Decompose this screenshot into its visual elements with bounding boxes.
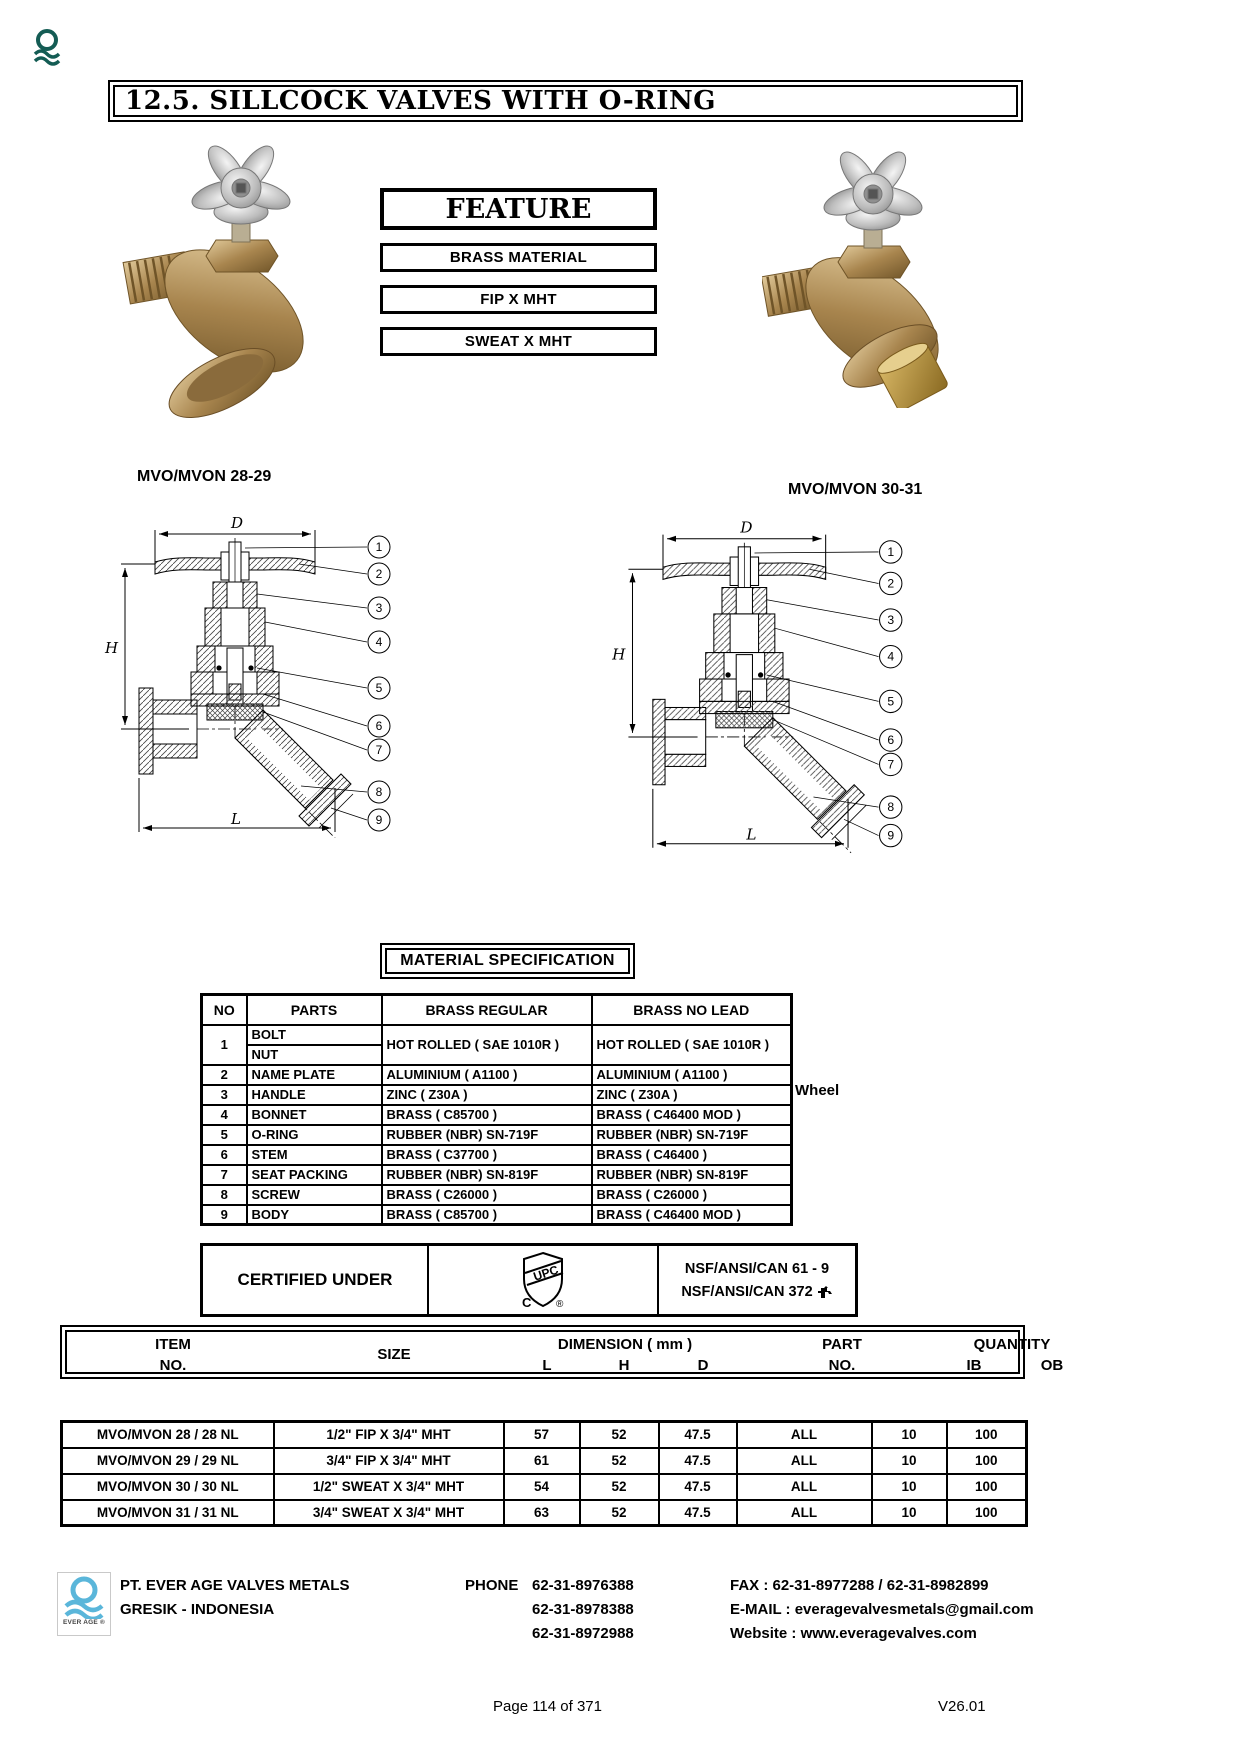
- cell-regular: RUBBER (NBR) SN-819F: [382, 1165, 592, 1185]
- callout-4: 4: [887, 649, 895, 664]
- cell-no-lead: BRASS ( C46400 MOD ): [592, 1105, 792, 1125]
- corner-logo: [33, 28, 61, 66]
- dim-label-l: L: [746, 825, 757, 844]
- table-row: [62, 1422, 1027, 1448]
- col-part-no: NO.: [828, 1357, 856, 1374]
- col-header-no: NO: [202, 995, 247, 1025]
- cell-no: 6: [202, 1145, 247, 1165]
- version-label: V26.01: [938, 1698, 986, 1715]
- cell-ib: 10: [872, 1448, 947, 1474]
- cell-no: 3: [202, 1085, 247, 1105]
- callout-6: 6: [887, 733, 895, 748]
- cell-ib: 10: [872, 1422, 947, 1448]
- cell-ob: 100: [947, 1448, 1027, 1474]
- callout-2: 2: [887, 576, 895, 591]
- upc-reg-text: ®: [556, 1299, 564, 1309]
- col-header-brass-no-lead: BRASS NO LEAD: [592, 995, 792, 1025]
- table-row: [202, 1105, 792, 1125]
- col-item-no: NO.: [159, 1357, 187, 1374]
- callout-1: 1: [375, 540, 383, 554]
- cell-regular: ALUMINIUM ( A1100 ): [382, 1065, 592, 1085]
- cell-no-lead: ZINC ( Z30A ): [592, 1085, 792, 1105]
- certification-standards: [659, 1246, 855, 1314]
- cell-d: 47.5: [659, 1474, 737, 1500]
- cell-ob: 100: [947, 1422, 1027, 1448]
- cell-size: 1/2" FIP X 3/4" MHT: [274, 1422, 504, 1448]
- col-l: L: [542, 1357, 552, 1374]
- cell-size: 1/2" SWEAT X 3/4" MHT: [274, 1474, 504, 1500]
- website-line: Website : www.everagevalves.com: [730, 1625, 977, 1642]
- cell-regular: ZINC ( Z30A ): [382, 1085, 592, 1105]
- cell-part: SCREW: [247, 1185, 382, 1205]
- cell-no: 9: [202, 1205, 247, 1225]
- phone-number-3: 62-31-8972988: [532, 1625, 634, 1642]
- table-row: [202, 1145, 792, 1165]
- cell-l: 57: [504, 1422, 580, 1448]
- dim-label-d: D: [231, 514, 244, 532]
- callout-6: 6: [375, 719, 383, 733]
- technical-diagram-right: [602, 502, 907, 854]
- cell-no-lead: RUBBER (NBR) SN-719F: [592, 1125, 792, 1145]
- cell-d: 47.5: [659, 1422, 737, 1448]
- cell-l: 54: [504, 1474, 580, 1500]
- material-spec-table: [200, 993, 793, 1226]
- cell-no-lead: BRASS ( C46400 ): [592, 1145, 792, 1165]
- company-logo: [57, 1572, 111, 1636]
- faucet-icon: [817, 1285, 833, 1299]
- product-photo-left: [122, 136, 347, 431]
- table-row: [202, 1025, 792, 1045]
- phone-label: PHONE: [465, 1577, 519, 1594]
- cell-part: HANDLE: [247, 1085, 382, 1105]
- table-row: [202, 1125, 792, 1145]
- cell-l: 63: [504, 1500, 580, 1526]
- phone-number-2: 62-31-8978388: [532, 1601, 634, 1618]
- cell-part: BONNET: [247, 1105, 382, 1125]
- cell-h: 52: [580, 1422, 659, 1448]
- cell-size: 3/4" FIP X 3/4" MHT: [274, 1448, 504, 1474]
- cell-ib: 10: [872, 1474, 947, 1500]
- cell-no-lead: BRASS ( C26000 ): [592, 1185, 792, 1205]
- table-row: [202, 1065, 792, 1085]
- col-item: ITEM: [155, 1336, 191, 1353]
- material-spec-title: MATERIAL SPECIFICATION: [385, 948, 630, 974]
- callout-5: 5: [887, 694, 895, 709]
- feature-item-brass-material: [380, 243, 657, 272]
- callout-3: 3: [887, 613, 895, 628]
- callout-7: 7: [375, 743, 383, 757]
- cell-d: 47.5: [659, 1500, 737, 1526]
- cell-part: ALL: [737, 1422, 872, 1448]
- cell-no-lead: BRASS ( C46400 MOD ): [592, 1205, 792, 1225]
- cell-regular: RUBBER (NBR) SN-719F: [382, 1125, 592, 1145]
- cell-item: MVO/MVON 30 / 30 NL: [62, 1474, 274, 1500]
- table-row: [202, 1185, 792, 1205]
- model-label-right: MVO/MVON 30-31: [788, 481, 923, 498]
- cell-part: ALL: [737, 1474, 872, 1500]
- feature-item-label: BRASS MATERIAL: [449, 249, 588, 266]
- page-title: 12.5. SILLCOCK VALVES WITH O-RING: [113, 85, 1018, 117]
- model-label-left: MVO/MVON 28-29: [137, 468, 272, 485]
- upc-c-text: C: [522, 1295, 532, 1309]
- col-ib: IB: [966, 1357, 982, 1374]
- upc-band-text: UPC: [531, 1262, 561, 1284]
- col-header-brass-regular: BRASS REGULAR: [382, 995, 592, 1025]
- col-d: D: [697, 1357, 709, 1374]
- cell-regular: BRASS ( C37700 ): [382, 1145, 592, 1165]
- col-h: H: [618, 1357, 630, 1374]
- logo-caption: EVER AGE ®: [63, 1619, 105, 1626]
- page-number: Page 114 of 371: [493, 1698, 602, 1715]
- table-row: [202, 1165, 792, 1185]
- cell-h: 52: [580, 1474, 659, 1500]
- dimension-table-header: [60, 1325, 1064, 1379]
- cell-ob: 100: [947, 1500, 1027, 1526]
- feature-item-sweat-mht: [380, 327, 657, 356]
- dim-label-h: H: [105, 639, 119, 657]
- callout-3: 3: [375, 601, 383, 615]
- cell-no: 2: [202, 1065, 247, 1085]
- phone-number-1: 62-31-8976388: [532, 1577, 634, 1594]
- feature-item-label: FIP X MHT: [480, 291, 557, 308]
- cell-regular: BRASS ( C26000 ): [382, 1185, 592, 1205]
- cell-part: ALL: [737, 1500, 872, 1526]
- col-dimension: DIMENSION ( mm ): [557, 1336, 693, 1353]
- cell-no: 8: [202, 1185, 247, 1205]
- table-header-row: [202, 995, 792, 1025]
- callout-1: 1: [887, 545, 895, 559]
- cell-d: 47.5: [659, 1448, 737, 1474]
- cell-size: 3/4" SWEAT X 3/4" MHT: [274, 1500, 504, 1526]
- table-row: [202, 1205, 792, 1225]
- table-row: [202, 1085, 792, 1105]
- feature-item-fip-mht: [380, 285, 657, 314]
- col-ob: OB: [1040, 1357, 1064, 1374]
- cell-regular: BRASS ( C85700 ): [382, 1105, 592, 1125]
- dim-label-l: L: [231, 810, 241, 828]
- cell-no: 1: [202, 1025, 247, 1065]
- cell-part: O-RING: [247, 1125, 382, 1145]
- cell-h: 52: [580, 1500, 659, 1526]
- table-row: [62, 1474, 1027, 1500]
- handle-annotation: Wheel: [795, 1082, 840, 1099]
- cell-no-lead: HOT ROLLED ( SAE 1010R ): [592, 1025, 792, 1065]
- cell-item: MVO/MVON 29 / 29 NL: [62, 1448, 274, 1474]
- cell-part: SEAT PACKING: [247, 1165, 382, 1185]
- feature-title-box: [380, 188, 657, 230]
- col-size: SIZE: [377, 1346, 411, 1363]
- cell-no-lead: RUBBER (NBR) SN-819F: [592, 1165, 792, 1185]
- table-row: [62, 1500, 1027, 1526]
- product-photo-right: [762, 138, 972, 408]
- fax-line: FAX : 62-31-8977288 / 62-31-8982899: [730, 1577, 989, 1594]
- cell-regular: BRASS ( C85700 ): [382, 1205, 592, 1225]
- callout-8: 8: [887, 800, 895, 815]
- callout-4: 4: [375, 635, 383, 649]
- callout-2: 2: [375, 567, 383, 581]
- email-line: E-MAIL : everagevalvesmetals@gmail.com: [730, 1601, 1034, 1618]
- cell-no-lead: ALUMINIUM ( A1100 ): [592, 1065, 792, 1085]
- nsf-line-1: NSF/ANSI/CAN 61 - 9: [684, 1260, 830, 1277]
- cell-h: 52: [580, 1448, 659, 1474]
- company-name: PT. EVER AGE VALVES METALS: [120, 1577, 350, 1594]
- cell-item: MVO/MVON 31 / 31 NL: [62, 1500, 274, 1526]
- cell-part: BOLT: [247, 1025, 382, 1045]
- callout-5: 5: [375, 681, 383, 695]
- page-title-box: [108, 80, 1023, 122]
- dimension-data-table: [60, 1420, 1028, 1527]
- cell-ib: 10: [872, 1500, 947, 1526]
- callout-8: 8: [375, 785, 383, 799]
- col-part: PART: [822, 1336, 862, 1353]
- dim-label-h: H: [612, 645, 626, 664]
- cell-regular: HOT ROLLED ( SAE 1010R ): [382, 1025, 592, 1065]
- callout-7: 7: [887, 757, 895, 772]
- cell-part: STEM: [247, 1145, 382, 1165]
- cell-item: MVO/MVON 28 / 28 NL: [62, 1422, 274, 1448]
- certification-box: [200, 1243, 858, 1317]
- feature-item-label: SWEAT X MHT: [464, 333, 573, 350]
- company-city: GRESIK - INDONESIA: [120, 1601, 275, 1618]
- cell-no: 5: [202, 1125, 247, 1145]
- col-quantity: QUANTITY: [973, 1336, 1051, 1353]
- feature-title: FEATURE: [445, 193, 592, 225]
- everage-logo-icon: [62, 1575, 106, 1619]
- upc-shield-icon: [520, 1251, 566, 1309]
- material-spec-title-box: [380, 943, 635, 979]
- cell-part: BODY: [247, 1205, 382, 1225]
- technical-diagram-left: [95, 498, 395, 838]
- callout-9: 9: [887, 828, 895, 843]
- cell-part: NUT: [247, 1045, 382, 1065]
- callout-9: 9: [375, 813, 383, 827]
- cell-ob: 100: [947, 1474, 1027, 1500]
- certified-under-label: CERTIFIED UNDER: [203, 1246, 429, 1314]
- upc-shield-logo: [429, 1246, 659, 1314]
- table-row: [62, 1448, 1027, 1474]
- col-header-parts: PARTS: [247, 995, 382, 1025]
- dim-label-d: D: [740, 518, 753, 537]
- cell-l: 61: [504, 1448, 580, 1474]
- cell-part: NAME PLATE: [247, 1065, 382, 1085]
- cell-part: ALL: [737, 1448, 872, 1474]
- nsf-line-2: NSF/ANSI/CAN 372: [681, 1283, 813, 1300]
- cell-no: 4: [202, 1105, 247, 1125]
- cell-no: 7: [202, 1165, 247, 1185]
